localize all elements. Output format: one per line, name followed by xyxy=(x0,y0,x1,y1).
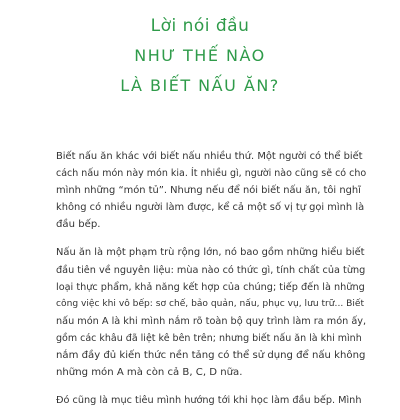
text-line: mình những “món tủ”. Nhưng nếu để nói biết nấu ăn, tôi nghĩ xyxy=(56,185,361,197)
text-line: nấu món A là khi mình nắm rõ toàn bộ quy trình làm ra món ấy, xyxy=(56,315,367,327)
title-line-2: LÀ BIẾT NẤU ĂN? xyxy=(120,76,280,95)
text-line: cách nấu món này món kia. Ít nhiều gì, người nào cũng sẽ có cho xyxy=(56,168,367,180)
text-line: loại thực phẩm, khả năng kết hợp của chúng; tiếp đến là những xyxy=(56,281,365,293)
paragraph-1 xyxy=(56,148,366,233)
preface-heading: Lời nói đầu xyxy=(150,16,250,36)
text-line: Biết nấu ăn khác với biết nấu nhiều thứ. Một người có thể biết xyxy=(56,151,363,162)
text-line: không có nhiều người làm được, kể cả một số vị tự gọi mình là xyxy=(56,202,365,214)
paragraph-2 xyxy=(56,244,366,381)
text-line: đầu tiên về nguyên liệu: mùa nào có thức gì, tính chất của từng xyxy=(56,264,366,276)
paragraph-3 xyxy=(56,392,366,409)
text-line: Đó cũng là mục tiêu mình hướng tới khi học làm đầu bếp. Mình xyxy=(56,395,362,407)
text-line: đầu bếp. xyxy=(56,219,101,231)
title-line-1: NHƯ THẾ NÀO xyxy=(134,46,266,65)
text-line: Nấu ăn là một phạm trù rộng lớn, nó bao gồm những hiểu biết xyxy=(56,247,365,259)
body-text xyxy=(56,148,366,420)
text-line: những món A mà còn cả B, C, D nữa. xyxy=(56,367,243,379)
text-line: nắm đầy đủ kiến thức nền tảng có thể sử dụng để nấu không xyxy=(56,350,366,362)
text-line: công việc khi vô bếp: sơ chế, bảo quản, nấu, phục vụ, lưu trữ... Biết xyxy=(56,298,365,309)
text-line: gồm các khâu đã liệt kê bên trên; nhưng biết nấu ăn là khi mình xyxy=(56,332,362,344)
